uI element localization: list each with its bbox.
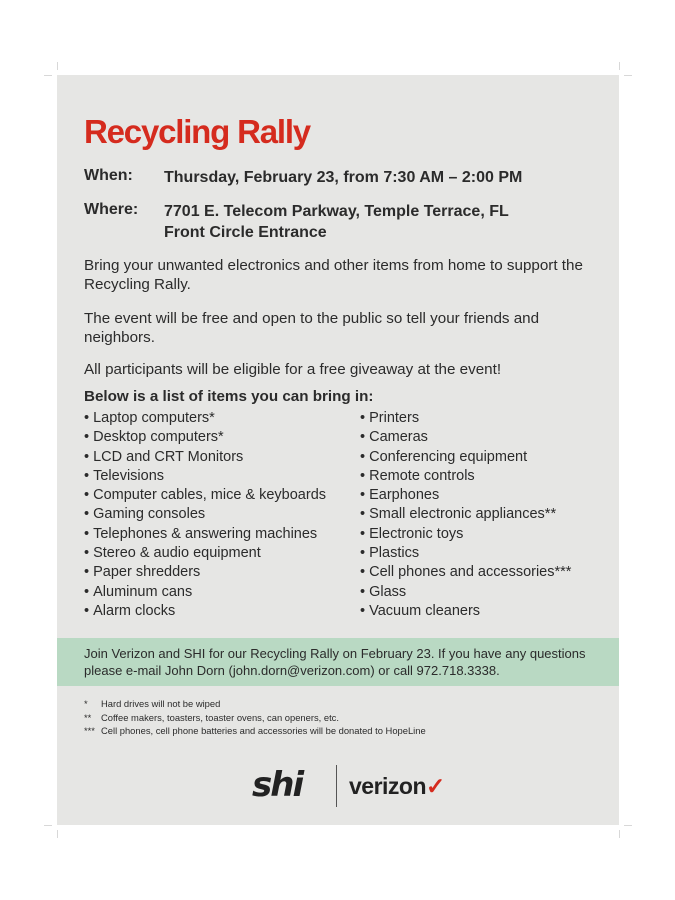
crop-mark	[624, 825, 632, 826]
footnote-mark: ***	[84, 725, 95, 736]
items-list-right	[360, 409, 571, 621]
where-line-2: Front Circle Entrance	[164, 224, 327, 241]
list-item: • Alarm clocks	[84, 602, 326, 621]
list-item: • Plastics	[360, 544, 571, 563]
flyer-title: Recycling Rally	[84, 113, 310, 150]
footnote-mark: *	[84, 698, 88, 709]
logo-divider	[336, 765, 337, 807]
list-item: • Conferencing equipment	[360, 448, 571, 467]
intro-paragraph: Bring your unwanted electronics and other items from home to support the Recycling Rally.	[84, 257, 583, 293]
contact-banner	[57, 638, 619, 686]
shi-logo: shi	[252, 765, 303, 805]
crop-mark	[619, 830, 620, 838]
crop-mark	[57, 830, 58, 838]
list-item: • Laptop computers*	[84, 409, 326, 428]
footnote-text: Coffee makers, toasters, toaster ovens, can openers, etc.	[101, 711, 339, 723]
list-item: • Vacuum cleaners	[360, 602, 571, 621]
list-item: • Electronic toys	[360, 525, 571, 544]
list-item: • Remote controls	[360, 467, 571, 486]
contact-text: Join Verizon and SHI for our Recycling Rally on February 23. If you have any questions please e-mail John Dorn (john.dorn@verizon.com) or call 972.718.3338.	[84, 646, 586, 678]
list-item: • Printers	[360, 409, 571, 428]
crop-mark	[624, 75, 632, 76]
list-item: • Telephones & answering machines	[84, 525, 326, 544]
where-line-1: 7701 E. Telecom Parkway, Temple Terrace, FL	[164, 203, 509, 220]
items-list-left	[84, 409, 326, 621]
where-label: Where:	[84, 201, 139, 218]
when-label: When:	[84, 167, 133, 184]
list-item: • Paper shredders	[84, 563, 326, 582]
list-item: • Stereo & audio equipment	[84, 544, 326, 563]
list-item: • Small electronic appliances**	[360, 505, 571, 524]
list-item: • Televisions	[84, 467, 326, 486]
where-address	[164, 201, 509, 243]
list-item: • LCD and CRT Monitors	[84, 448, 326, 467]
footnote-text: Hard drives will not be wiped	[101, 698, 221, 709]
giveaway-paragraph: All participants will be eligible for a free giveaway at the event!	[84, 361, 502, 378]
verizon-wordmark: verizon	[349, 773, 427, 799]
verizon-logo	[349, 773, 445, 800]
crop-mark	[44, 825, 52, 826]
checkmark-icon: ✓	[426, 773, 445, 799]
list-item: • Glass	[360, 583, 571, 602]
list-item: • Cell phones and accessories***	[360, 563, 571, 582]
list-item: • Earphones	[360, 486, 571, 505]
list-item: • Computer cables, mice & keyboards	[84, 486, 326, 505]
list-item: • Cameras	[360, 428, 571, 447]
public-event-paragraph: The event will be free and open to the public so tell your friends and neighbors.	[84, 310, 540, 346]
footnote-text: Cell phones, cell phone batteries and accessories will be donated to HopeLine	[101, 725, 426, 736]
list-item: • Desktop computers*	[84, 428, 326, 447]
crop-mark	[57, 62, 58, 70]
crop-mark	[619, 62, 620, 70]
sponsor-logos	[252, 763, 452, 809]
list-item: • Gaming consoles	[84, 505, 326, 524]
flyer-sheet	[57, 75, 619, 825]
list-heading: Below is a list of items you can bring in:	[84, 388, 374, 405]
footnote-mark: **	[84, 711, 92, 723]
crop-mark	[44, 75, 52, 76]
when-value: Thursday, February 23, from 7:30 AM – 2:00 PM	[164, 169, 523, 186]
list-item: • Aluminum cans	[84, 583, 326, 602]
